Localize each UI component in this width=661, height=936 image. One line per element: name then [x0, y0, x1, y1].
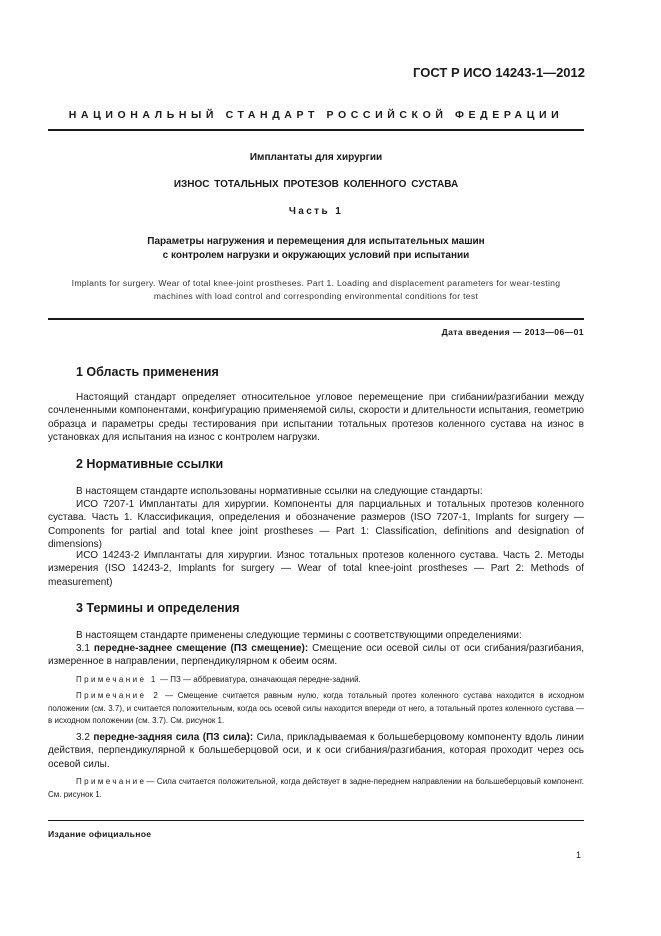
- title-rule: [48, 318, 584, 320]
- note-1-text: — ПЗ — аббревиатура, означающая передне-задний.: [160, 675, 361, 684]
- reference-1: [48, 498, 584, 551]
- section-2-intro-text: В настоящем стандарте использованы нормативные ссылки на следующие стандарты:: [76, 486, 483, 497]
- note-3: [48, 776, 584, 801]
- reference-1-text: ИСО 7207-1 Имплантаты для хирургии. Компоненты для парциальных и тотальных протезов коленного сустава. Часть 1. Классификация, определения и обозначение размеров (ISO 7207-1, Implants for surgery — Components for partial and total knee joint prostheses — Part 1: Classification, definitions and designation of dimensions): [48, 499, 584, 550]
- section-1-paragraph: Настоящий стандарт определяет относительное угловое перемещение при сгибании/разгибании между сочлененными компонентами, конфигурацию применяемой силы, скорости и длительности испытания, геометрию образца и параметры среды тестирования при испытании тотальных протезов коленного сустава на износ в установках для испытания на износ с контролем нагрузки.: [48, 392, 584, 443]
- document-subject: Имплантаты для хирургии: [249, 152, 383, 163]
- subtitle-line-2: с контролем нагрузки и окружающих условий при испытании: [162, 250, 470, 261]
- footer-rule: [48, 820, 584, 821]
- page-number: 1: [575, 850, 581, 860]
- english-title: [48, 277, 584, 303]
- header-rule: [48, 129, 584, 131]
- document-subtitle: [48, 235, 584, 263]
- english-title-line-2: machines with load control and corresponding environmental conditions for test: [153, 291, 479, 301]
- section-3-intro-text: В настоящем стандарте применены следующие термины с соответствующими определениями:: [76, 630, 522, 641]
- note-1: [48, 674, 584, 687]
- section-2-heading: 2 Нормативные ссылки: [76, 457, 224, 471]
- section-2-intro: [48, 485, 584, 498]
- note-3-label: Примечание: [76, 777, 147, 786]
- section-1-heading: 1 Область применения: [76, 365, 219, 379]
- term-3-2-number: 3.2: [76, 732, 90, 743]
- note-3-text: — Сила считается положительной, когда действует в задне-переднем направлении на большеберцовый компонент. См. рисунок 1.: [48, 777, 584, 799]
- reference-2: [48, 549, 584, 589]
- term-3-2: [48, 731, 584, 771]
- term-3-1-name: передне-заднее смещение (ПЗ смещение):: [93, 643, 309, 654]
- introduction-date: Дата введения — 2013—06—01: [441, 327, 584, 337]
- note-2: [48, 690, 584, 728]
- term-3-1-definition: Смещение оси осевой силы от оси сгибания/разгибания, измеренное в направлении, перпендикулярном к обеим осям.: [48, 643, 585, 668]
- term-3-2-definition: Сила, прикладываемая к большеберцовому компоненту вдоль линии действия, перпендикулярной к большеберцовой оси, и к оси сгибания/разгибания, которая проходит через ось осевой силы.: [48, 732, 584, 770]
- subtitle-line-1: Параметры нагружения и перемещения для испытательных машин: [147, 236, 485, 247]
- section-3-intro: [48, 629, 584, 642]
- note-1-label: Примечание 1: [76, 675, 158, 684]
- section-3-heading: 3 Термины и определения: [76, 601, 240, 615]
- official-edition-label: Издание официальное: [48, 829, 152, 839]
- reference-2-text: ИСО 14243-2 Имплантаты для хирургии. Износ тотальных протезов коленного сустава. Часть 2. Методы измерения (ISO 14243-2, Implants for surgery — Wear of total knee-joint prostheses — Part 2: Methods of measurement): [48, 550, 584, 588]
- term-3-1-number: 3.1: [76, 643, 90, 654]
- standard-code: ГОСТ Р ИСО 14243-1—2012: [413, 65, 585, 80]
- note-2-label: Примечание 2: [76, 691, 161, 700]
- document-title: ИЗНОС ТОТАЛЬНЫХ ПРОТЕЗОВ КОЛЕННОГО СУСТАВА: [173, 179, 459, 190]
- part-label: Часть 1: [288, 206, 344, 217]
- term-3-1: [48, 642, 584, 669]
- section-1-text: [48, 391, 584, 444]
- english-title-line-1: Implants for surgery. Wear of total knee-joint prostheses. Part 1. Loading and displacement parameters for wear-testing: [71, 278, 561, 288]
- national-standard-banner: НАЦИОНАЛЬНЫЙ СТАНДАРТ РОССИЙСКОЙ ФЕДЕРАЦИИ: [68, 109, 564, 121]
- term-3-2-name: передне-задняя сила (ПЗ сила):: [93, 732, 254, 743]
- note-2-text: — Смещение считается равным нулю, когда тотальный протез коленного сустава находится в исходном положении (см. 3.7), и считается положительным, когда ось осевой силы находится впереди от него, а тотальный протез коленного сустава — в исходном положении (см. 3.7). См. рисунок 1.: [48, 691, 584, 725]
